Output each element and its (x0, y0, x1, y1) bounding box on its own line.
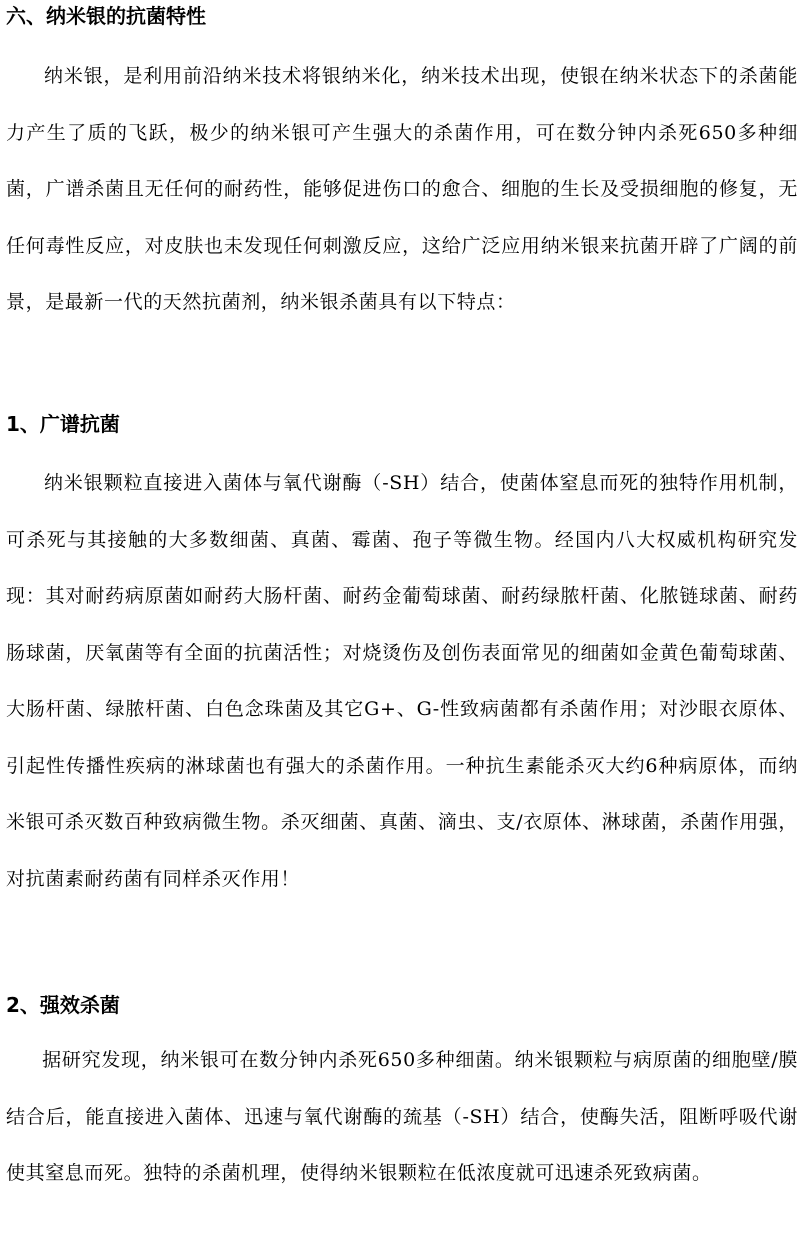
document-title: 六、纳米银的抗菌特性 (6, 4, 206, 28)
section-body-broad-spectrum: 纳米银颗粒直接进入菌体与氧代谢酶（-SH）结合，使菌体窒息而死的独特作用机制，可杀死与其接触的大多数细菌、真菌、霉菌、孢子等微生物。经国内八大权威机构研究发现：其对耐药病原菌如耐药大肠杆菌、耐药金葡萄球菌、耐药绿脓杆菌、化脓链球菌、耐药肠球菌，厌氧菌等有全面的抗菌活性；对烧烫伤及创伤表面常见的细菌如金黄色葡萄球菌、大肠杆菌、绿脓杆菌、白色念珠菌及其它G+、G-性致病菌都有杀菌作用；对沙眼衣原体、引起性传播性疾病的淋球菌也有强大的杀菌作用。一种抗生素能杀灭大约6种病原体，而纳米银可杀灭数百种致病微生物。杀灭细菌、真菌、滴虫、支/衣原体、淋球菌，杀菌作用强，对抗菌素耐药菌有同样杀灭作用！ (6, 472, 798, 890)
section-body-strong-sterilization: 据研究发现，纳米银可在数分钟内杀死650多种细菌。纳米银颗粒与病原菌的细胞壁/膜结合后，能直接进入菌体、迅速与氧代谢酶的巯基（-SH）结合，使酶失活，阻断呼吸代谢使其窒息而死。独特的杀菌机理，使得纳米银颗粒在低浓度就可迅速杀死致病菌。 (6, 1049, 798, 1184)
section-heading-broad-spectrum: 1、广谱抗菌 (6, 412, 120, 436)
intro-paragraph: 纳米银，是利用前沿纳米技术将银纳米化，纳米技术出现，使银在纳米状态下的杀菌能力产生了质的飞跃，极少的纳米银可产生强大的杀菌作用，可在数分钟内杀死650多种细菌，广谱杀菌且无任何的耐药性，能够促进伤口的愈合、细胞的生长及受损细胞的修复，无任何毒性反应，对皮肤也未发现任何刺激反应，这给广泛应用纳米银来抗菌开辟了广阔的前景，是最新一代的天然抗菌剂，纳米银杀菌具有以下特点： (6, 65, 798, 313)
section-heading-strong-sterilization: 2、强效杀菌 (6, 993, 120, 1017)
